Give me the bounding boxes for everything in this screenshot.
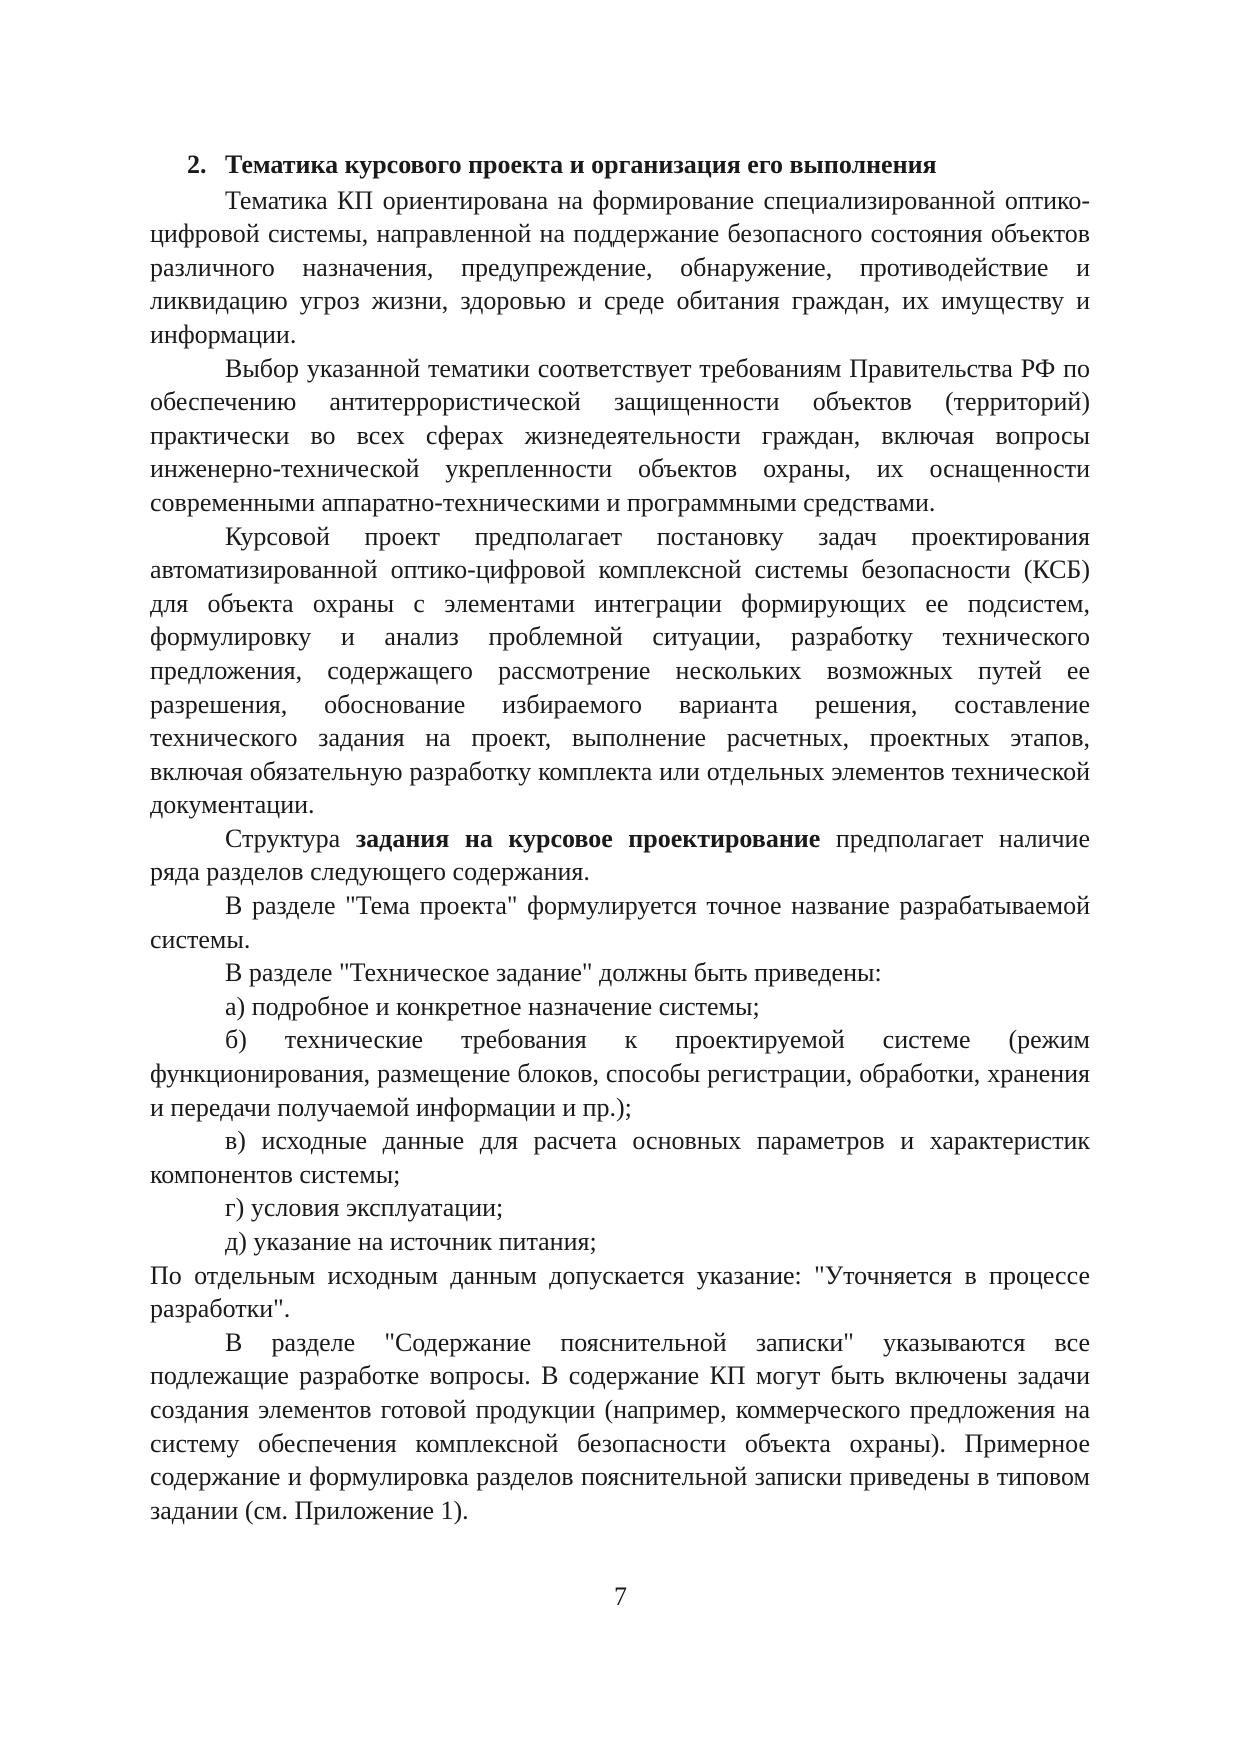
- document-page: [150, 148, 1090, 1527]
- structure-text-bold: задания на курсовое проектирование: [355, 823, 821, 853]
- structure-text-end: предполагает наличие ряда разделов следующего содержания.: [150, 823, 1091, 887]
- paragraph-topic: Тематика КП ориентирована на формирование специализированной оптико-цифровой системы, направленной на поддержание безопасного состояния объектов различного назначения, предупреждение, обнаружение, противодействие и ликвидацию угроз жизни, здоровью и среде обитания граждан, их имуществу и информации.: [150, 185, 1090, 349]
- list-item-g: г) условия эксплуатации;: [225, 1193, 504, 1223]
- paragraph-course-project: Курсовой проект предполагает постановку задач проектирования автоматизированной оптико-цифровой комплексной системы безопасности (КСБ) для объекта охраны с элементами интеграции формирующих ее подсистем, формулировку и анализ проблемной ситуации, разработку технического предложения, содержащего рассмотрение нескольких возможных путей ее разрешения, обоснование избираемого варианта решения, составление технического задания на проект, выполнение расчетных, проектных этапов, включая обязательную разработку комплекта или отдельных элементов технической документации.: [150, 521, 1090, 820]
- paragraph-technical-task: В разделе "Техническое задание" должны быть приведены:: [225, 958, 882, 988]
- paragraph-choice: Выбор указанной тематики соответствует требованиям Правительства РФ по обеспечению антитеррористической защищенности объектов (территорий) практически во всех сферах жизнедеятельности граждан, включая вопросы инженерно-технической укрепленности объектов охраны, их оснащенности современными аппаратно-техническими и программными средствами.: [150, 353, 1090, 517]
- section-heading: [187, 148, 1090, 182]
- paragraph-project-topic: В разделе "Тема проекта" формулируется точное название разрабатываемой системы.: [150, 891, 1090, 954]
- page-number: 7: [614, 1582, 627, 1611]
- list-item-b: б) технические требования к проектируемой системе (режим функционирования, размещение блоков, способы регистрации, обработки, хранения и передачи получаемой информации и пр.);: [150, 1025, 1090, 1122]
- paragraph-structure: [150, 822, 1090, 889]
- paragraph-clarification: По отдельным исходным данным допускается указание: "Уточняется в процессе разработки".: [150, 1260, 1090, 1324]
- structure-text-start: Структура: [225, 823, 356, 853]
- list-item-a: а) подробное и конкретное назначение системы;: [225, 991, 760, 1021]
- section-title: Тематика курсового проекта и организация его выполнения: [225, 150, 937, 179]
- list-item-v: в) исходные данные для расчета основных параметров и характеристик компонентов системы;: [150, 1126, 1090, 1189]
- list-item-d: д) указание на источник питания;: [225, 1227, 597, 1256]
- paragraph-explanatory-note: В разделе "Содержание пояснительной записки" указываются все подлежащие разработке вопросы. В содержание КП могут быть включены задачи создания элементов готовой продукции (например, коммерческого предложения на систему обеспечения комплексной безопасности объекта охраны). Примерное содержание и формулировка разделов пояснительной записки приведены в типовом задании (см. Приложение 1).: [150, 1327, 1090, 1525]
- section-number: 2.: [187, 150, 207, 179]
